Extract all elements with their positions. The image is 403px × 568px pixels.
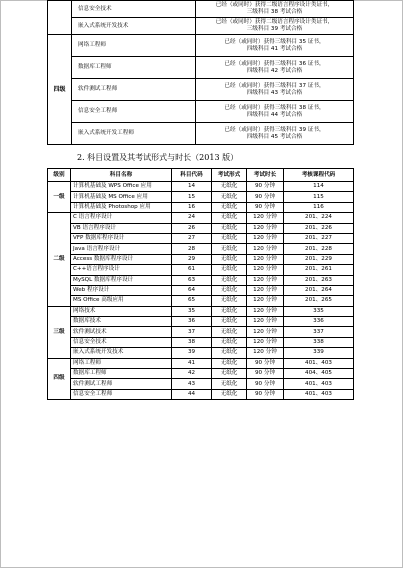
subject-name-cell: Web 程序设计 — [71, 285, 172, 295]
subject-name-cell: C 语言程序设计 — [71, 213, 172, 223]
subject-name-cell: 计算机基础及 WPS Office 应用 — [71, 182, 172, 192]
requirement-cell — [196, 18, 354, 35]
subject-row — [48, 348, 354, 358]
course-code-cell: 115 — [284, 192, 354, 202]
exam-duration-cell: 90 分钟 — [247, 389, 284, 399]
requirement-row — [48, 101, 354, 123]
requirement-line: 已经（或同时）获得三级科目 39 证书， — [224, 126, 325, 133]
course-code-cell: 201、265 — [284, 296, 354, 306]
course-code-cell: 401、403 — [284, 358, 354, 368]
exam-form-cell: 无纸化 — [212, 254, 247, 264]
subject-row — [48, 306, 354, 316]
subject-name-cell: 数据库工程师 — [72, 57, 196, 79]
exam-duration-cell: 120 分钟 — [247, 348, 284, 358]
subject-row — [48, 265, 354, 275]
column-header: 级别 — [48, 169, 71, 182]
subject-code-cell: 41 — [172, 358, 212, 368]
subject-code-cell: 26 — [172, 223, 212, 233]
section-title: 2. 科目设置及其考试形式与时长（2013 版） — [77, 153, 239, 162]
requirement-line: 已经（或同时）获得三级科目 37 证书， — [224, 82, 325, 89]
course-code-cell: 114 — [284, 182, 354, 192]
exam-form-cell: 无纸化 — [212, 275, 247, 285]
exam-form-cell: 无纸化 — [212, 265, 247, 275]
course-code-cell: 338 — [284, 337, 354, 347]
subject-code-cell: 36 — [172, 317, 212, 327]
subject-row — [48, 233, 354, 243]
subject-name-cell: 信息安全工程师 — [71, 389, 172, 399]
subject-name-cell: 网络技术 — [71, 306, 172, 316]
subject-code-cell: 15 — [172, 192, 212, 202]
requirement-cell — [196, 1, 354, 18]
course-code-cell: 335 — [284, 306, 354, 316]
subject-name-cell: Access 数据库程序设计 — [71, 254, 172, 264]
requirement-line: 已经（或同时）获得三级科目 38 证书， — [224, 104, 325, 111]
exam-form-cell: 无纸化 — [212, 244, 247, 254]
subject-row — [48, 358, 354, 368]
requirement-row — [48, 79, 354, 101]
subject-name-cell: 计算机基础及 Photoshop 应用 — [71, 202, 172, 212]
course-code-cell: 201、264 — [284, 285, 354, 295]
subject-name-cell: VB 语言程序设计 — [71, 223, 172, 233]
subject-name-cell: 数据库工程师 — [71, 369, 172, 379]
course-code-cell: 401、403 — [284, 389, 354, 399]
subject-code-cell: 29 — [172, 254, 212, 264]
subject-row — [48, 244, 354, 254]
exam-form-cell: 无纸化 — [212, 192, 247, 202]
exam-form-cell: 无纸化 — [212, 358, 247, 368]
requirement-line: 四级科目 45 考试合格 — [246, 133, 303, 140]
course-code-cell: 201、224 — [284, 213, 354, 223]
exam-duration-cell: 120 分钟 — [247, 306, 284, 316]
subject-row — [48, 379, 354, 389]
requirement-cell — [196, 35, 354, 57]
exam-duration-cell: 120 分钟 — [247, 317, 284, 327]
subject-code-cell: 61 — [172, 265, 212, 275]
exam-form-cell: 无纸化 — [212, 317, 247, 327]
requirement-cell — [196, 101, 354, 123]
subject-code-cell: 14 — [172, 182, 212, 192]
document-page — [47, 0, 354, 400]
column-header: 科目名称 — [71, 169, 172, 182]
requirement-cell — [196, 123, 354, 145]
exam-form-cell: 无纸化 — [212, 389, 247, 399]
course-code-cell: 116 — [284, 202, 354, 212]
exam-duration-cell: 90 分钟 — [247, 182, 284, 192]
subject-row — [48, 182, 354, 192]
subject-code-cell: 16 — [172, 202, 212, 212]
requirement-row — [48, 35, 354, 57]
subject-code-cell: 24 — [172, 213, 212, 223]
requirement-line: 已经（或同时）获得二级语言程序设计类证书， — [215, 2, 334, 8]
exam-form-cell: 无纸化 — [212, 296, 247, 306]
requirement-row — [48, 57, 354, 79]
exam-form-cell: 无纸化 — [212, 285, 247, 295]
course-code-cell: 201、229 — [284, 254, 354, 264]
exam-duration-cell: 90 分钟 — [247, 192, 284, 202]
exam-form-cell: 无纸化 — [212, 213, 247, 223]
subject-code-cell: 38 — [172, 337, 212, 347]
level-cell: 四级 — [48, 35, 72, 145]
subject-name-cell: 信息安全工程师 — [72, 101, 196, 123]
exam-duration-cell: 90 分钟 — [247, 202, 284, 212]
requirement-row — [48, 123, 354, 145]
exam-duration-cell: 120 分钟 — [247, 285, 284, 295]
exam-duration-cell: 90 分钟 — [247, 379, 284, 389]
exam-form-cell: 无纸化 — [212, 182, 247, 192]
exam-duration-cell: 120 分钟 — [247, 244, 284, 254]
exam-duration-cell: 120 分钟 — [247, 265, 284, 275]
subject-code-cell: 43 — [172, 379, 212, 389]
subject-code-cell: 35 — [172, 306, 212, 316]
exam-form-cell: 无纸化 — [212, 306, 247, 316]
exam-form-cell: 无纸化 — [212, 233, 247, 243]
subject-row — [48, 296, 354, 306]
requirement-row — [48, 18, 354, 35]
subject-name-cell: 网络工程师 — [71, 358, 172, 368]
subject-name-cell: 计算机基础及 MS Office 应用 — [71, 192, 172, 202]
exam-form-cell: 无纸化 — [212, 202, 247, 212]
certificate-requirements-table — [47, 0, 354, 145]
subject-name-cell: MySQL 数据库程序设计 — [71, 275, 172, 285]
subject-code-cell: 39 — [172, 348, 212, 358]
requirement-line: 四级科目 42 考试合格 — [246, 67, 303, 74]
column-header: 考试形式 — [212, 169, 247, 182]
requirement-line: 已经（或同时）获得二级语言程序设计类证书， — [215, 19, 334, 25]
subject-row — [48, 337, 354, 347]
course-code-cell: 401、403 — [284, 379, 354, 389]
column-header: 考试时长 — [247, 169, 284, 182]
course-code-cell: 404、405 — [284, 369, 354, 379]
exam-form-cell: 无纸化 — [212, 348, 247, 358]
subject-row — [48, 223, 354, 233]
subject-name-cell: VFP 数据库程序设计 — [71, 233, 172, 243]
subject-code-cell: 65 — [172, 296, 212, 306]
subject-name-cell: 网络工程师 — [72, 35, 196, 57]
requirement-line: 已经（或同时）获得三级科目 36 证书， — [224, 60, 325, 67]
requirement-cell — [196, 57, 354, 79]
subject-code-cell: 63 — [172, 275, 212, 285]
exam-duration-cell: 120 分钟 — [247, 275, 284, 285]
exam-duration-cell: 120 分钟 — [247, 213, 284, 223]
course-code-cell: 336 — [284, 317, 354, 327]
subject-name-cell: 嵌入式系统开发技术 — [71, 348, 172, 358]
requirement-line: 四级科目 44 考试合格 — [246, 111, 303, 118]
subject-name-cell: 信息安全技术 — [71, 337, 172, 347]
subject-code-cell: 44 — [172, 389, 212, 399]
requirement-line: 四级科目 43 考试合格 — [246, 89, 303, 96]
exam-duration-cell: 120 分钟 — [247, 337, 284, 347]
subject-name-cell: MS Office 高级应用 — [71, 296, 172, 306]
course-code-cell: 201、263 — [284, 275, 354, 285]
course-code-cell: 201、227 — [284, 233, 354, 243]
exam-duration-cell: 120 分钟 — [247, 327, 284, 337]
column-header: 考核课程代码 — [284, 169, 354, 182]
subject-code-cell: 28 — [172, 244, 212, 254]
subject-name-cell: Java 语言程序设计 — [71, 244, 172, 254]
subject-name-cell: 软件测试技术 — [71, 327, 172, 337]
requirement-row — [48, 1, 354, 18]
subject-code-cell: 37 — [172, 327, 212, 337]
level-cell: 三级 — [48, 306, 71, 358]
subject-settings-table — [47, 168, 354, 400]
exam-duration-cell: 90 分钟 — [247, 369, 284, 379]
subject-row — [48, 317, 354, 327]
subject-name-cell: 软件测试工程师 — [71, 379, 172, 389]
exam-form-cell: 无纸化 — [212, 327, 247, 337]
subject-row — [48, 369, 354, 379]
requirement-line: 已经（或同时）获得三级科目 35 证书， — [224, 38, 325, 45]
requirement-line: 三级科目 39 考试合格 — [246, 26, 303, 32]
subject-row — [48, 192, 354, 202]
exam-duration-cell: 120 分钟 — [247, 223, 284, 233]
subject-name-cell: 嵌入式系统开发工程师 — [72, 123, 196, 145]
course-code-cell: 339 — [284, 348, 354, 358]
level-cell: 一级 — [48, 182, 71, 213]
course-code-cell: 201、261 — [284, 265, 354, 275]
subject-row — [48, 254, 354, 264]
column-header: 科目代码 — [172, 169, 212, 182]
subject-row — [48, 327, 354, 337]
level-cell: 四级 — [48, 358, 71, 400]
exam-form-cell: 无纸化 — [212, 337, 247, 347]
subject-name-cell: 数据库技术 — [71, 317, 172, 327]
subject-name-cell: 软件测试工程师 — [72, 79, 196, 101]
subject-name-cell: 信息安全技术 — [72, 1, 196, 18]
exam-duration-cell: 90 分钟 — [247, 358, 284, 368]
subject-name-cell: 嵌入式系统开发技术 — [72, 18, 196, 35]
subject-row — [48, 285, 354, 295]
exam-duration-cell: 120 分钟 — [247, 254, 284, 264]
subject-code-cell: 42 — [172, 369, 212, 379]
level-cell — [48, 1, 72, 35]
subject-code-cell: 64 — [172, 285, 212, 295]
exam-duration-cell: 120 分钟 — [247, 233, 284, 243]
requirement-line: 四级科目 41 考试合格 — [246, 45, 303, 52]
course-code-cell: 201、226 — [284, 223, 354, 233]
subject-row — [48, 213, 354, 223]
subject-row — [48, 389, 354, 399]
requirement-cell — [196, 79, 354, 101]
exam-form-cell: 无纸化 — [212, 369, 247, 379]
exam-duration-cell: 120 分钟 — [247, 296, 284, 306]
course-code-cell: 337 — [284, 327, 354, 337]
subject-row — [48, 275, 354, 285]
exam-form-cell: 无纸化 — [212, 223, 247, 233]
exam-form-cell: 无纸化 — [212, 379, 247, 389]
course-code-cell: 201、228 — [284, 244, 354, 254]
level-cell: 二级 — [48, 213, 71, 307]
subject-code-cell: 27 — [172, 233, 212, 243]
requirement-line: 三级科目 38 考试合格 — [246, 9, 303, 15]
subject-name-cell: C++语言程序设计 — [71, 265, 172, 275]
subject-row — [48, 202, 354, 212]
